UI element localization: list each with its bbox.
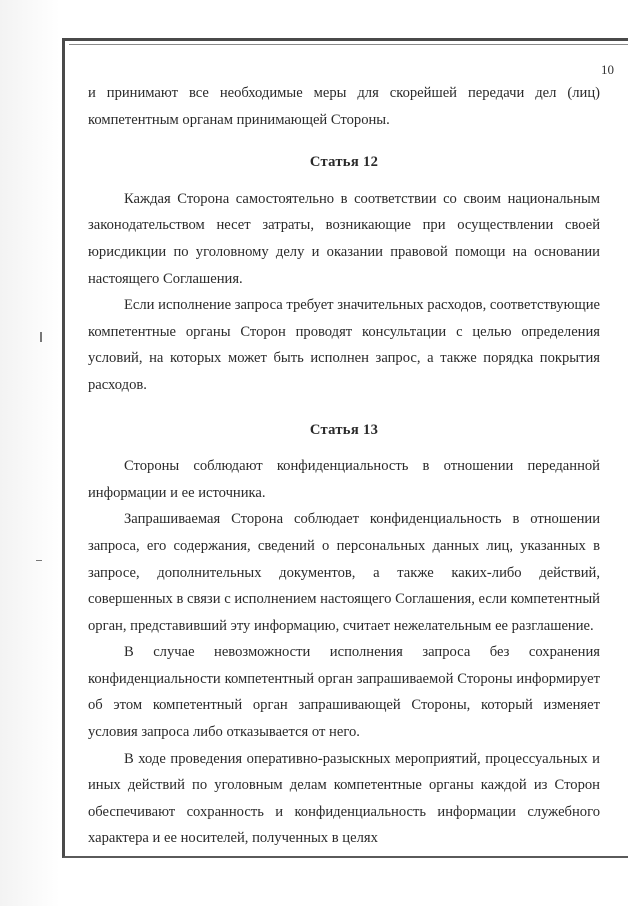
paragraph: Каждая Сторона самостоятельно в соответствии со своим национальным законодательством несет затраты, возникающие при осуществлении своей юрисдикции по уголовному делу и оказании правовой помощи на основании настоящего Соглашения. <box>88 190 600 287</box>
scan-speck <box>40 332 42 342</box>
scan-speck <box>36 560 42 561</box>
paragraph: В ходе проведения оперативно-разыскных мероприятий, процессуальных и иных действий по уголовным делам компетентные органы каждой из Сторон обеспечивают сохранность и конфиденциальность информации служебного характера и ее носителей, полученных в целях <box>88 750 600 847</box>
scan-shadow <box>0 0 60 906</box>
article-heading-12: Статья 12 <box>309 154 379 171</box>
document-body <box>88 80 600 852</box>
page-number: 10 <box>601 62 614 77</box>
paragraph: Если исполнение запроса требует значительных расходов, соответствующие компетентные органы Сторон проводят консультации с целью определения условий, на которых может быть исполнен запрос, а также порядка покрытия расходов. <box>88 297 600 393</box>
paragraph: Запрашиваемая Сторона соблюдает конфиденциальность в отношении запроса, его содержания, сведений о персональных данных лиц, указанных в запросе, дополнительных документов, а также каких-либо действий, совершенных в связи с исполнением настоящего Соглашения, если компетентный орган, представивший эту информацию, считает нежелательным ее разглашение. <box>88 511 600 634</box>
paragraph: Стороны соблюдают конфиденциальность в отношении переданной информации и ее источника. <box>88 458 600 501</box>
paragraph: В случае невозможности исполнения запроса без сохранения конфиденциальности компетентный орган запрашиваемой Стороны информирует об этом компетентный орган запрашивающей Стороны, который изменяет условия запроса либо отказывается от него. <box>88 644 600 741</box>
paragraph: и принимают все необходимые меры для скорейшей передачи дел (лиц) компетентным органам принимающей Стороны. <box>88 85 600 128</box>
article-heading-13: Статья 13 <box>309 421 379 438</box>
